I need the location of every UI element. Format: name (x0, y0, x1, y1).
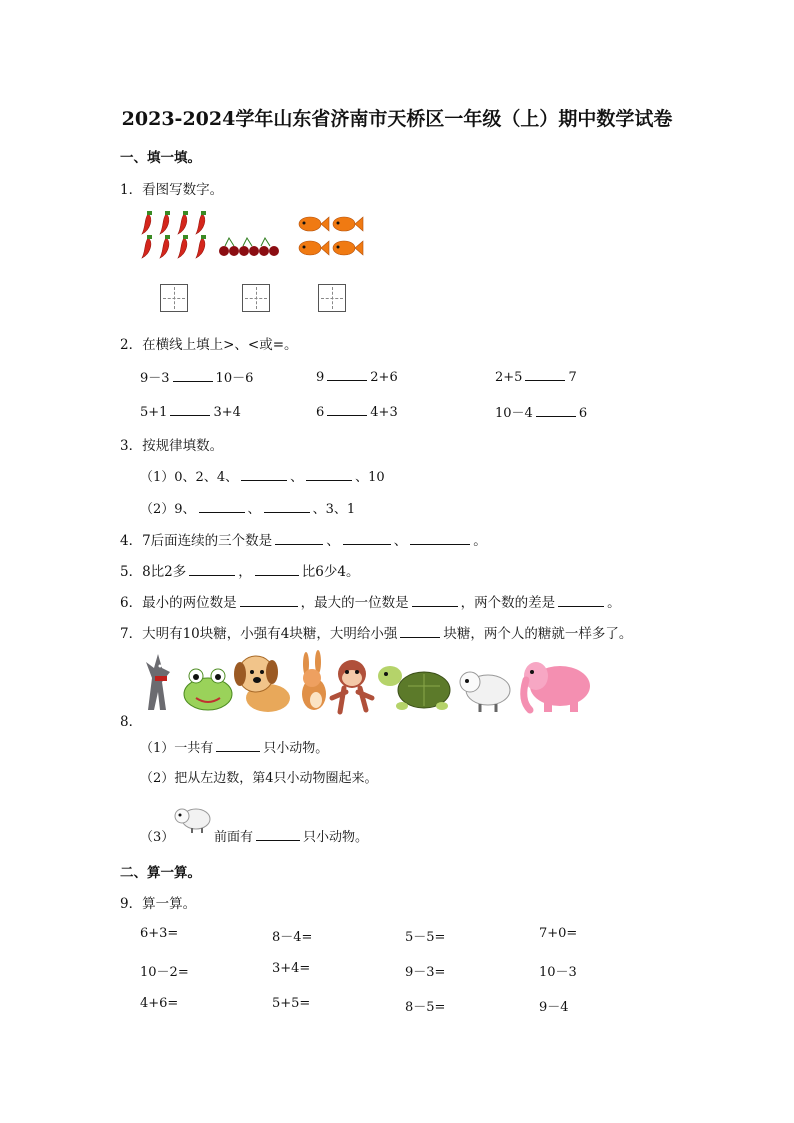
compare-item-2 (316, 367, 398, 385)
question-6 (120, 591, 621, 611)
calc-item[interactable]: 10－2= (140, 965, 189, 980)
right-expression: 4+3 (370, 405, 398, 420)
question-8-part-3 (214, 826, 368, 845)
question-text: 5．8比2多 (120, 564, 187, 580)
calc-item[interactable]: 9－4 (539, 1000, 569, 1015)
question-text: 4．7后面连续的三个数是 (120, 533, 273, 549)
separator: 、 (247, 502, 261, 517)
question-4 (120, 529, 487, 549)
answer-blank[interactable] (327, 367, 367, 381)
compare-item-5 (316, 402, 398, 420)
peppers-picture (138, 208, 212, 264)
left-expression: 9 (316, 370, 325, 385)
answer-blank[interactable] (189, 562, 235, 576)
sequence-text: （2）9、 (140, 502, 196, 517)
compare-item-6 (495, 402, 587, 421)
question-text: 前面有 (214, 830, 254, 845)
puppy-icon (234, 656, 290, 712)
sequence-text: （1）0、2、4、 (140, 470, 239, 485)
calc-item[interactable]: 9－3= (405, 965, 446, 980)
frog-icon (184, 669, 232, 710)
calc-item[interactable]: 8－4= (272, 930, 313, 945)
separator: ， (238, 564, 252, 580)
question-text: （1）一共有 (140, 741, 214, 756)
question-9: 9．算一算。 (120, 896, 197, 912)
calc-item[interactable]: 6+3= (140, 926, 179, 941)
monkey-icon (332, 660, 372, 712)
calc-item[interactable]: 4+6= (140, 996, 179, 1011)
compare-item-3 (495, 367, 577, 385)
answer-blank[interactable] (410, 531, 470, 545)
question-text: 7．大明有10块糖，小强有4块糖，大明给小强 (120, 626, 398, 642)
left-expression: 9－3 (140, 371, 170, 386)
goldfish-picture (296, 212, 368, 262)
question-text: 块糖，两个人的糖就一样多了。 (443, 626, 633, 642)
answer-blank[interactable] (173, 368, 213, 382)
rabbit-icon (302, 650, 326, 710)
elephant-icon (524, 662, 590, 712)
question-7 (120, 622, 632, 642)
question-text: 6．最小的两位数是 (120, 595, 237, 611)
question-8: 8． (120, 714, 143, 730)
question-text: ，最大的一位数是 (300, 595, 409, 611)
right-expression: 3+4 (213, 405, 241, 420)
calc-item[interactable]: 7+0= (539, 926, 578, 941)
question-8-part-2: （2）把从左边数，第4只小动物圈起来。 (140, 771, 378, 786)
answer-box-peppers[interactable] (160, 284, 188, 312)
answer-blank[interactable] (264, 499, 310, 513)
answer-blank[interactable] (327, 402, 367, 416)
sequence-1 (140, 466, 385, 485)
answer-box-cherries[interactable] (242, 284, 270, 312)
sheep-icon (172, 804, 212, 834)
separator: 。 (607, 595, 621, 611)
right-expression: 7 (568, 370, 577, 385)
calc-item[interactable]: 3+4= (272, 961, 311, 976)
question-1: 1．看图写数字。 (120, 182, 224, 198)
answer-blank[interactable] (216, 738, 260, 752)
answer-blank[interactable] (241, 467, 287, 481)
section-heading-1: 一、填一填。 (120, 150, 201, 166)
answer-blank[interactable] (199, 499, 245, 513)
separator: 、 (326, 533, 340, 549)
answer-blank[interactable] (170, 402, 210, 416)
turtle-icon (378, 666, 450, 710)
calc-item[interactable]: 8－5= (405, 1000, 446, 1015)
calc-item[interactable]: 5－5= (405, 930, 446, 945)
answer-blank[interactable] (343, 531, 391, 545)
answer-blank[interactable] (240, 593, 298, 607)
left-expression: 2+5 (495, 370, 523, 385)
answer-blank[interactable] (275, 531, 323, 545)
calc-item[interactable]: 5+5= (272, 996, 311, 1011)
question-3: 3．按规律填数。 (120, 438, 224, 454)
sequence-2 (140, 498, 355, 517)
sequence-text: 、10 (355, 470, 385, 485)
separator: 、 (393, 533, 408, 549)
answer-blank[interactable] (525, 367, 565, 381)
answer-blank[interactable] (400, 624, 440, 638)
sequence-text: 、3、1 (312, 502, 356, 517)
answer-blank[interactable] (558, 593, 604, 607)
question-8-part-1 (140, 737, 328, 756)
left-expression: 5+1 (140, 405, 168, 420)
separator: 、 (290, 470, 304, 485)
page-title: 2023-2024学年山东省济南市天桥区一年级（上）期中数学试卷 (121, 108, 673, 130)
left-expression: 6 (316, 405, 325, 420)
compare-item-1 (140, 367, 253, 386)
answer-blank[interactable] (255, 562, 299, 576)
question-text: 比6少4。 (301, 564, 360, 580)
answer-blank[interactable] (256, 827, 300, 841)
question-2: 2．在横线上填上>、<或=。 (120, 337, 298, 353)
question-5 (120, 560, 359, 580)
answer-box-goldfish[interactable] (318, 284, 346, 312)
answer-blank[interactable] (412, 593, 458, 607)
question-text: 只小动物。 (263, 741, 329, 756)
section-heading-2: 二、算一算。 (120, 865, 201, 881)
cherries-picture (218, 236, 282, 258)
right-expression: 2+6 (370, 370, 398, 385)
right-expression: 6 (578, 406, 588, 421)
answer-blank[interactable] (536, 403, 576, 417)
sheep-icon (460, 672, 510, 712)
calc-item[interactable]: 10－3 (539, 965, 577, 980)
answer-blank[interactable] (306, 467, 352, 481)
question-text: ，两个数的差是 (460, 595, 556, 611)
question-text: 只小动物。 (303, 830, 369, 845)
animals-row-picture (140, 648, 600, 718)
separator: 。 (473, 533, 487, 549)
left-expression: 10－4 (495, 406, 533, 421)
compare-item-4 (140, 402, 241, 420)
right-expression: 10－6 (215, 371, 254, 386)
question-8-part-3-label: （3） (140, 830, 175, 845)
wolf-icon (146, 654, 170, 710)
